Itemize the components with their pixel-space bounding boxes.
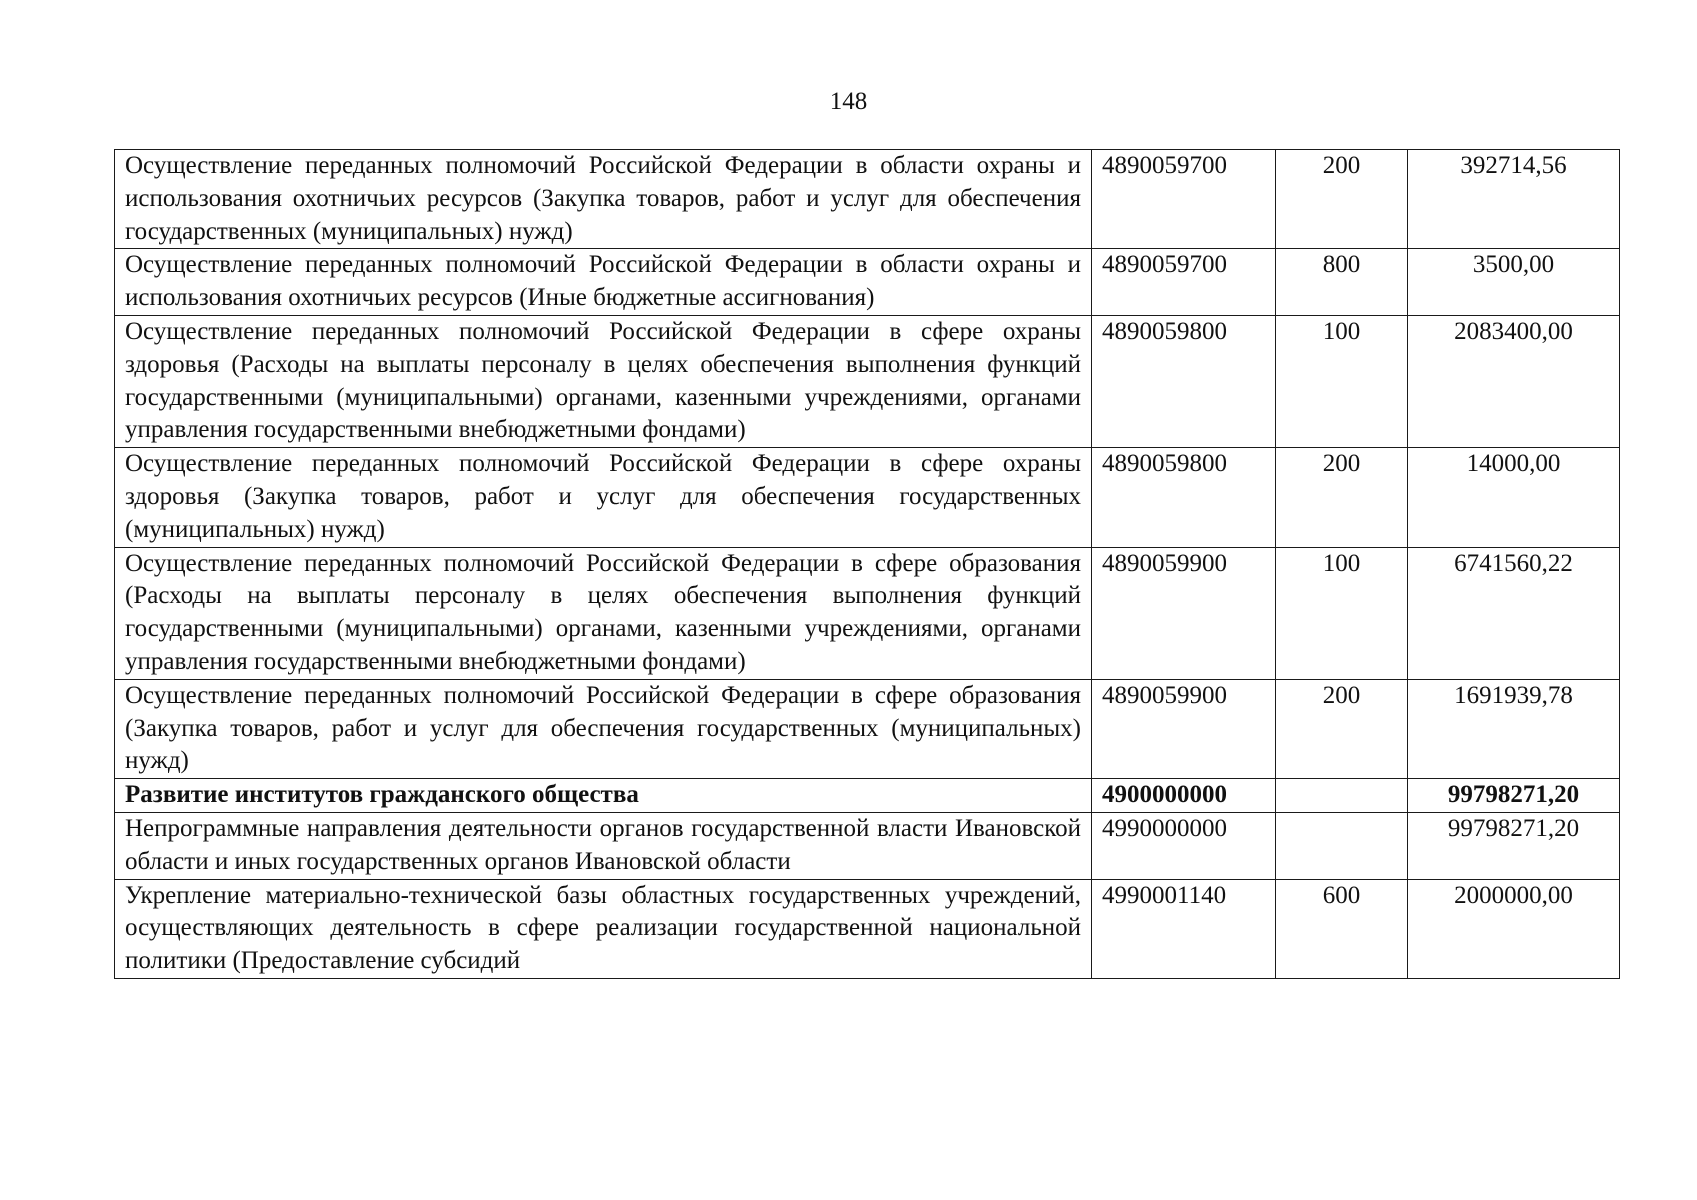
row-amount: 99798271,20 [1408, 779, 1620, 813]
row-target-code: 4990001140 [1092, 879, 1276, 978]
row-name: Непрограммные направления деятельности органов государственной власти Ивановской области и иных государственных органов Ивановской области [115, 812, 1092, 879]
table-row [115, 812, 1620, 879]
row-expense-type: 600 [1276, 879, 1408, 978]
row-amount: 99798271,20 [1408, 812, 1620, 879]
row-amount: 2083400,00 [1408, 315, 1620, 447]
row-name: Развитие институтов гражданского общества [115, 779, 1092, 813]
row-target-code: 4890059900 [1092, 679, 1276, 778]
table-row [115, 315, 1620, 447]
row-expense-type: 100 [1276, 315, 1408, 447]
row-amount: 3500,00 [1408, 249, 1620, 316]
row-name: Осуществление переданных полномочий Российской Федерации в сфере охраны здоровья (Расходы на выплаты персоналу в целях обеспечения выполнения функций государственными (муниципальными) органами, казенными учреждениями, органами управления государственными внебюджетными фондами) [115, 315, 1092, 447]
row-target-code: 4890059700 [1092, 249, 1276, 316]
budget-table [114, 149, 1620, 979]
row-expense-type: 200 [1276, 150, 1408, 249]
table-row [115, 679, 1620, 778]
table-row [115, 150, 1620, 249]
table-row [115, 249, 1620, 316]
row-name: Осуществление переданных полномочий Российской Федерации в сфере охраны здоровья (Закупка товаров, работ и услуг для обеспечения государственных (муниципальных) нужд) [115, 448, 1092, 547]
page-number: 148 [829, 88, 868, 115]
row-expense-type: 200 [1276, 679, 1408, 778]
row-name: Осуществление переданных полномочий Российской Федерации в сфере образования (Закупка товаров, работ и услуг для обеспечения государственных (муниципальных) нужд) [115, 679, 1092, 778]
table-row-section-total [115, 779, 1620, 813]
row-target-code: 4990000000 [1092, 812, 1276, 879]
row-name: Осуществление переданных полномочий Российской Федерации в области охраны и использования охотничьих ресурсов (Закупка товаров, работ и услуг для обеспечения государственных (муниципальных) нужд) [115, 150, 1092, 249]
row-target-code: 4900000000 [1092, 779, 1276, 813]
table-row [115, 448, 1620, 547]
row-amount: 6741560,22 [1408, 547, 1620, 679]
row-name: Осуществление переданных полномочий Российской Федерации в сфере образования (Расходы на выплаты персоналу в целях обеспечения выполнения функций государственными (муниципальными) органами, казенными учреждениями, органами управления государственными внебюджетными фондами) [115, 547, 1092, 679]
row-amount: 14000,00 [1408, 448, 1620, 547]
row-name: Укрепление материально-технической базы областных государственных учреждений, осуществляющих деятельность в сфере реализации государственной национальной политики (Предоставление субсидий [115, 879, 1092, 978]
table-row [115, 547, 1620, 679]
row-target-code: 4890059900 [1092, 547, 1276, 679]
row-target-code: 4890059800 [1092, 315, 1276, 447]
row-expense-type: 800 [1276, 249, 1408, 316]
row-target-code: 4890059700 [1092, 150, 1276, 249]
row-expense-type: 200 [1276, 448, 1408, 547]
row-amount: 392714,56 [1408, 150, 1620, 249]
row-expense-type: 100 [1276, 547, 1408, 679]
row-expense-type [1276, 779, 1408, 813]
table-row [115, 879, 1620, 978]
row-expense-type [1276, 812, 1408, 879]
row-name: Осуществление переданных полномочий Российской Федерации в области охраны и использования охотничьих ресурсов (Иные бюджетные ассигнования) [115, 249, 1092, 316]
row-amount: 1691939,78 [1408, 679, 1620, 778]
row-target-code: 4890059800 [1092, 448, 1276, 547]
row-amount: 2000000,00 [1408, 879, 1620, 978]
